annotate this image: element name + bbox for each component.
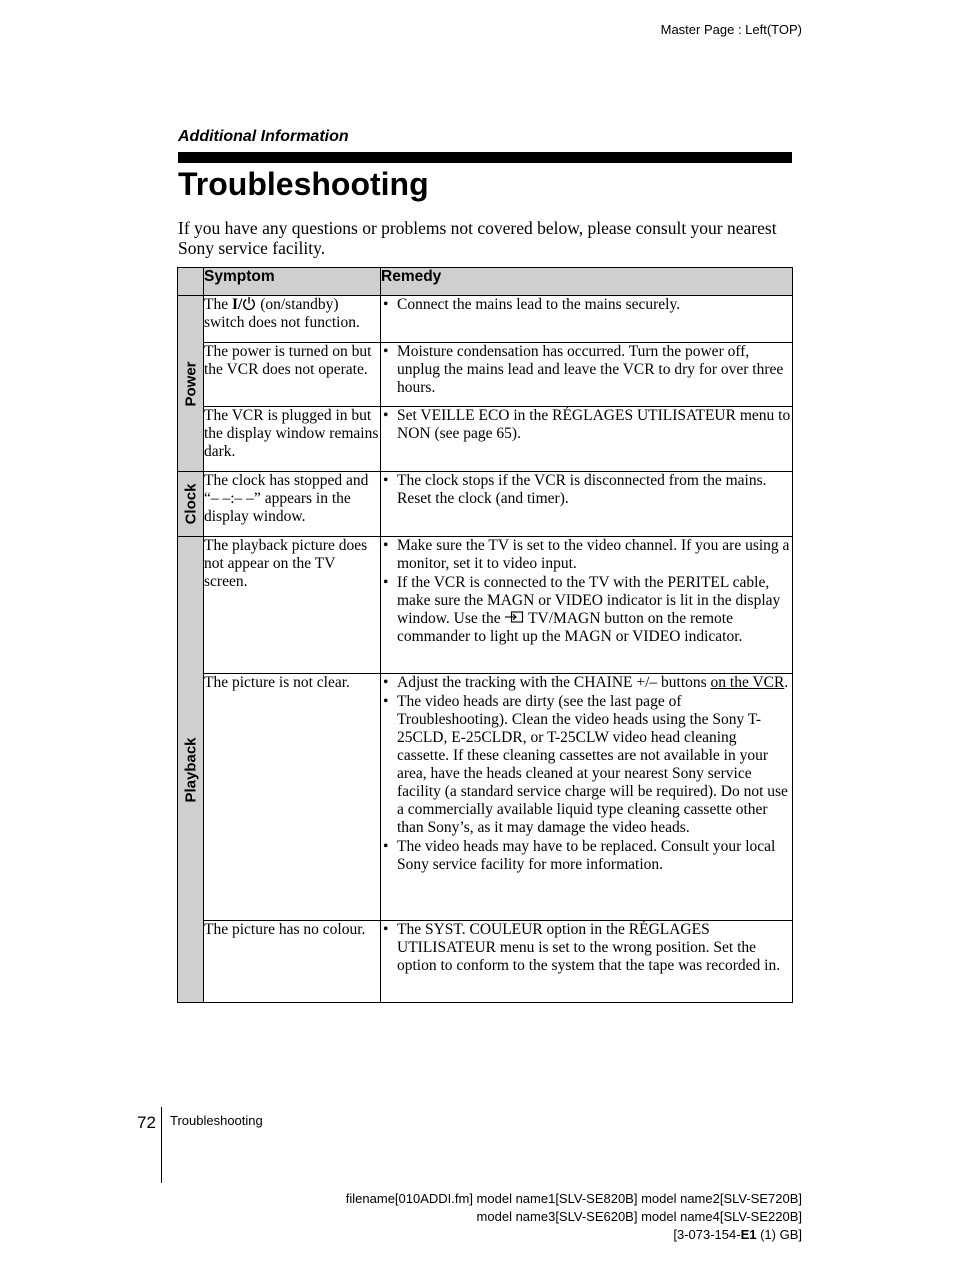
remedy-cell bbox=[381, 537, 793, 674]
remedy-cell bbox=[381, 921, 793, 1003]
table-row bbox=[178, 921, 793, 1003]
category-clock-label: Clock bbox=[182, 483, 199, 525]
category-power bbox=[178, 296, 204, 472]
remedy-item: • Make sure the TV is set to the video channel. If you are using a monitor, set it to video input. bbox=[381, 537, 792, 573]
intro-paragraph: If you have any questions or problems not covered below, please consult your nearest Sony service facility. bbox=[178, 218, 777, 258]
symptom-cell: The picture is not clear. bbox=[204, 674, 381, 921]
remedy-item: • The SYST. COULEUR option in the RÉGLAGES UTILISATEUR menu is set to the wrong position. Set the option to conform to the system that the tape was recorded in. bbox=[381, 921, 792, 975]
symptom-cell: The clock has stopped and “– –:– –” appears in the display window. bbox=[204, 472, 381, 537]
power-standby-icon bbox=[242, 296, 256, 311]
category-clock bbox=[178, 472, 204, 537]
remedy-cell bbox=[381, 296, 793, 343]
remedy-item: • Set VEILLE ECO in the RÉGLAGES UTILISATEUR menu to NON (see page 65). bbox=[381, 407, 792, 443]
master-page-label: Master Page : Left(TOP) bbox=[660, 22, 802, 37]
remedy-cell bbox=[381, 472, 793, 537]
power-switch-mark: I/ bbox=[231, 296, 243, 313]
category-power-label: Power bbox=[182, 360, 199, 407]
symptom-text-post: (on/standby) switch does not function. bbox=[204, 296, 360, 331]
table-row bbox=[178, 472, 793, 537]
symptom-text-pre: The bbox=[204, 296, 232, 313]
category-playback-label: Playback bbox=[182, 736, 199, 803]
table-row bbox=[178, 407, 793, 472]
file-info-line-1: filename[010ADDI.fm] model name1[SLV-SE820B] model name2[SLV-SE720B] bbox=[345, 1191, 802, 1206]
header-category-cell bbox=[178, 268, 204, 296]
remedy-underlined-text: on the VCR bbox=[710, 674, 785, 691]
remedy-item bbox=[381, 674, 792, 692]
symptom-cell: The VCR is plugged in but the display window remains dark. bbox=[204, 407, 381, 472]
symptom-cell bbox=[204, 296, 381, 343]
file-info-line-3 bbox=[346, 1226, 802, 1244]
remedy-item: • Moisture condensation has occurred. Turn the power off, unplug the mains lead and leave the VCR to dry for over three hours. bbox=[381, 343, 792, 397]
file-info bbox=[346, 1190, 802, 1244]
remedy-cell bbox=[381, 407, 793, 472]
remedy-text-pre: Adjust the tracking with the CHAINE +/– buttons bbox=[397, 674, 711, 691]
header-remedy: Remedy bbox=[381, 268, 793, 296]
remedy-item: • Connect the mains lead to the mains securely. bbox=[381, 296, 792, 314]
file-info-code-bold: E1 bbox=[740, 1227, 757, 1242]
symptom-cell: The picture has no colour. bbox=[204, 921, 381, 1003]
remedy-item: • The video heads are dirty (see the last page of Troubleshooting). Clean the video heads using the Sony T-25CLD, E-25CLDR, or T-25CLW video head cleaning cassette. If these cleaning cassettes are not available in your area, have the heads cleaned at your nearest Sony service facility (a standard service charge will be required). Do not use a commercially available liquid type cleaning cassette other than Sony’s, as it may damage the video heads. bbox=[381, 693, 792, 837]
table-row bbox=[178, 343, 793, 407]
symptom-cell: The playback picture does not appear on the TV screen. bbox=[204, 537, 381, 674]
section-label: Additional Information bbox=[178, 128, 349, 145]
file-info-code-post: (1) GB] bbox=[756, 1227, 802, 1242]
footer-divider bbox=[161, 1107, 162, 1183]
symptom-cell: The power is turned on but the VCR does not operate. bbox=[204, 343, 381, 407]
file-info-line-2: model name3[SLV-SE620B] model name4[SLV-SE220B] bbox=[476, 1209, 802, 1224]
file-info-code-pre: [3-073-154- bbox=[673, 1227, 741, 1242]
title-rule bbox=[178, 152, 792, 163]
table-row bbox=[178, 674, 793, 921]
remedy-text-pre: If the VCR is connected to the TV with the PERITEL cable, make sure the MAGN or VIDEO indicator is lit in the display window. Use the bbox=[397, 574, 781, 627]
table-row bbox=[178, 296, 793, 343]
category-playback bbox=[178, 537, 204, 1003]
running-footer-title: Troubleshooting bbox=[170, 1113, 263, 1128]
input-select-icon bbox=[504, 611, 524, 624]
table-header-row bbox=[178, 268, 793, 296]
header-symptom: Symptom bbox=[204, 268, 381, 296]
remedy-cell bbox=[381, 343, 793, 407]
remedy-text-post: TV/MAGN button on the remote commander to light up the MAGN or VIDEO indicator. bbox=[397, 610, 743, 645]
remedy-item: • The video heads may have to be replaced. Consult your local Sony service facility for more information. bbox=[381, 838, 792, 874]
table-row bbox=[178, 537, 793, 674]
remedy-item bbox=[381, 574, 792, 646]
remedy-text-post: . bbox=[784, 674, 789, 691]
page-title: Troubleshooting bbox=[178, 166, 429, 202]
remedy-item: • The clock stops if the VCR is disconnected from the mains. Reset the clock (and timer). bbox=[381, 472, 792, 508]
page-number: 72 bbox=[137, 1113, 156, 1132]
troubleshooting-table bbox=[177, 267, 793, 1003]
remedy-cell bbox=[381, 674, 793, 921]
